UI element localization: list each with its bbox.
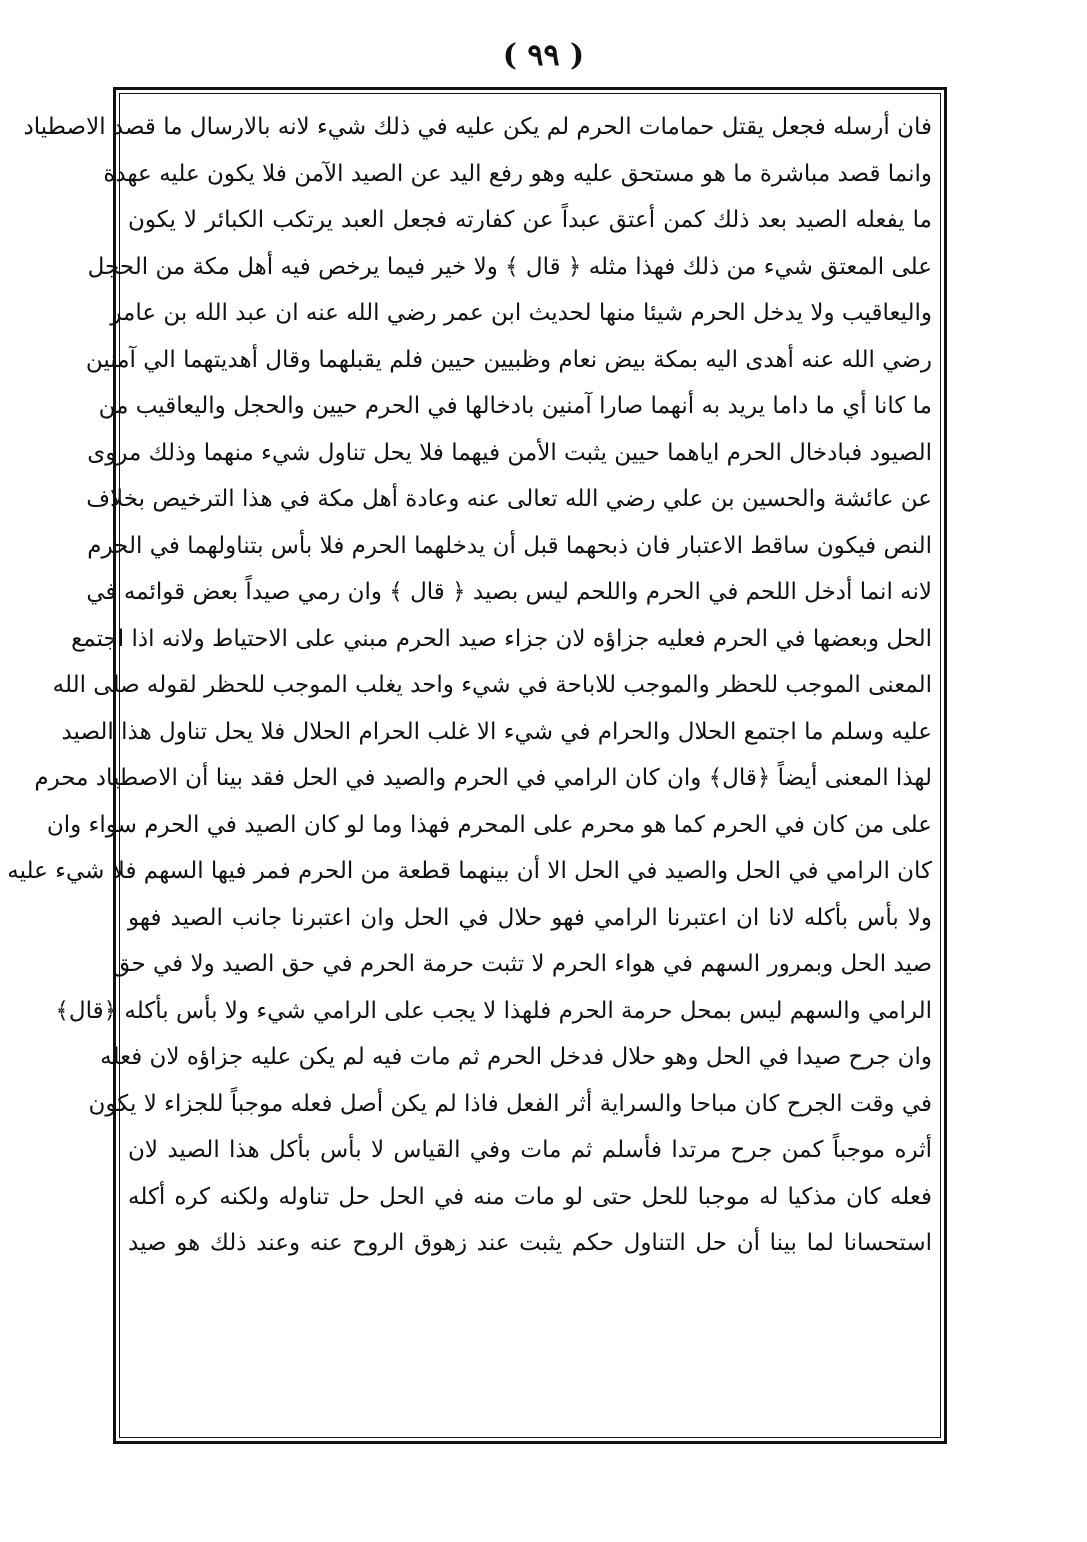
text-line: وان جرح صيدا في الحل وهو حلال فدخل الحرم ثم مات فيه لم يكن عليه جزاؤه لان فعله: [100, 1044, 932, 1070]
text-line: واليعاقيب ولا يدخل الحرم شيئا منها لحديث ابن عمر رضي الله عنه ان عبد الله بن عامر: [110, 300, 932, 326]
text-line: ولا بأس بأكله لانا ان اعتبرنا الرامي فهو حلال في الحل وان اعتبرنا جانب الصيد فهو: [128, 904, 932, 931]
text-line: على من كان في الحرم كما هو محرم على المحرم فهذا وما لو كان الصيد في الحرم سواء وان: [46, 811, 932, 838]
text-line: وانما قصد مباشرة ما هو مستحق عليه وهو رفع اليد عن الصيد الآمن فلا يكون عليه عهدة: [103, 160, 932, 187]
text-line: الرامي والسهم ليس بمحل حرمة الحرم فلهذا لا يجب على الرامي شيء ولا بأس بأكله ﴿قال﴾: [55, 997, 932, 1024]
text-line: لهذا المعنى أيضاً ﴿قال﴾ وان كان الرامي في الحرم والصيد في الحل فقد بينا أن الاصطياد محرم: [34, 765, 932, 791]
text-line: في وقت الجرح كان مباحا والسراية أثر الفعل فاذا لم يكن أصل فعله موجباً للجزاء لا يكون: [88, 1090, 932, 1117]
text-line: استحسانا لما بينا أن حل التناول حكم يثبت عند زهوق الروح عنه وعند ذلك هو صيد: [128, 1230, 932, 1256]
text-line: لانه انما أدخل اللحم في الحرم واللحم ليس بصيد ﴿ قال ﴾ وان رمي صيداً بعض قوائمه في: [86, 579, 932, 605]
text-line: عن عائشة والحسين بن علي رضي الله تعالى عنه وعادة أهل مكة في هذا الترخيص بخلاف: [86, 486, 932, 512]
text-line: ما يفعله الصيد بعد ذلك كمن أعتق عبداً عن كفارته فجعل العبد يرتكب الكبائر لا يكون: [128, 207, 932, 233]
text-line: ما كانا أي ما داما يريد به أنهما صارا آمنين بادخالها في الحرم حيين والحجل واليعاقيب من: [98, 393, 932, 419]
arabic-text-block: [7, 104, 932, 1429]
text-line: فان أرسله فجعل يقتل حمامات الحرم لم يكن عليه في ذلك شيء لانه بالارسال ما قصد الاصطياد: [23, 114, 932, 140]
text-line: النص فيكون ساقط الاعتبار فان ذبحهما قبل أن يدخلهما الحرم فلا بأس بتناولهما في الحرم: [87, 532, 932, 559]
text-line: على المعتق شيء من ذلك فهذا مثله ﴿ قال ﴾ ولا خير فيما يرخص فيه أهل مكة من الحجل: [87, 253, 932, 280]
text-line: صيد الحل وبمرور السهم في هواء الحرم لا تثبت حرمة الحرم في حق الصيد ولا في حق: [112, 951, 932, 977]
text-line: الحل وبعضها في الحرم فعليه جزاؤه لان جزاء صيد الحرم مبني على الاحتياط ولانه اذا اجتمع: [71, 625, 932, 652]
text-line: كان الرامي في الحل والصيد في الحل الا أن بينهما قطعة من الحرم فمر فيها السهم فلا شيء عليه: [7, 858, 932, 884]
text-line: عليه وسلم ما اجتمع الحلال والحرام في شيء الا غلب الحرام الحلال فلا يحل تناول هذا الصيد: [61, 718, 932, 745]
page-number: ( ٩٩ ): [502, 38, 585, 73]
text-line: فعله كان مذكيا له موجبا للحل حتى لو مات منه في الحل حل تناوله ولكنه كره أكله: [128, 1183, 932, 1210]
text-line: الصيود فبادخال الحرم اياهما حيين يثبت الأمن فيهما فلا يحل تناول شيء منهما وذلك مروى: [87, 439, 932, 466]
text-line: أثره موجباً كمن جرح مرتدا فأسلم ثم مات وفي القياس لا بأس بأكل هذا الصيد لان: [128, 1137, 932, 1163]
text-line: المعنى الموجب للحظر والموجب للاباحة في شيء واحد يغلب الموجب للحظر لقوله صلى الله: [52, 672, 932, 698]
text-line: رضي الله عنه أهدى اليه بمكة بيض نعام وظبيين حيين فلم يقبلهما وقال أهديتهما الي آمنين: [85, 346, 932, 373]
